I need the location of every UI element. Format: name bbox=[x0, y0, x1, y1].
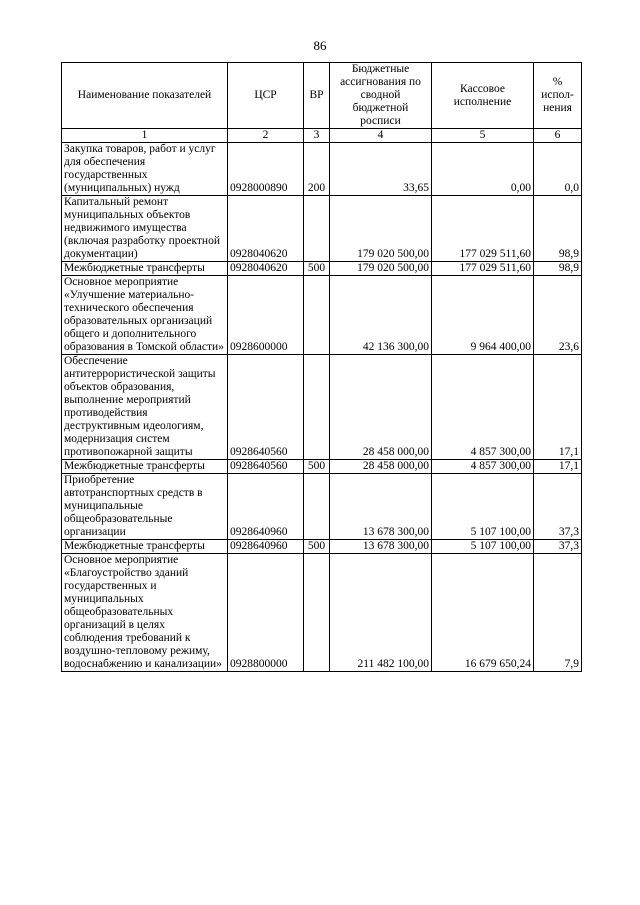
table-row bbox=[62, 355, 582, 460]
row-csr: 0928640560 bbox=[228, 355, 304, 460]
row-name: Межбюджетные трансферты bbox=[62, 460, 228, 474]
row-percent: 98,9 bbox=[534, 262, 582, 276]
row-execution: 16 679 650,24 bbox=[432, 554, 534, 672]
row-name: Капитальный ремонт муниципальных объектов недвижимого имущества (включая разработку проектной документации) bbox=[62, 196, 228, 262]
column-number: 2 bbox=[228, 129, 304, 143]
header-percent: % испол-нения bbox=[534, 63, 582, 129]
row-name: Межбюджетные трансферты bbox=[62, 262, 228, 276]
row-name: Межбюджетные трансферты bbox=[62, 540, 228, 554]
row-percent: 23,6 bbox=[534, 276, 582, 355]
header-vr: ВР bbox=[304, 63, 330, 129]
row-vr: 500 bbox=[304, 460, 330, 474]
row-csr: 0928040620 bbox=[228, 196, 304, 262]
row-percent: 7,9 bbox=[534, 554, 582, 672]
row-execution: 5 107 100,00 bbox=[432, 474, 534, 540]
row-assignments: 33,65 bbox=[330, 143, 432, 196]
table-row bbox=[62, 196, 582, 262]
row-execution: 177 029 511,60 bbox=[432, 262, 534, 276]
row-assignments: 179 020 500,00 bbox=[330, 262, 432, 276]
row-percent: 0,0 bbox=[534, 143, 582, 196]
table-row bbox=[62, 474, 582, 540]
row-csr: 0928040620 bbox=[228, 262, 304, 276]
header-row bbox=[62, 63, 582, 129]
row-vr bbox=[304, 554, 330, 672]
column-number: 4 bbox=[330, 129, 432, 143]
row-assignments: 13 678 300,00 bbox=[330, 474, 432, 540]
row-vr: 200 bbox=[304, 143, 330, 196]
row-percent: 17,1 bbox=[534, 460, 582, 474]
header-execution: Кассовое исполнение bbox=[432, 63, 534, 129]
table-row bbox=[62, 554, 582, 672]
row-percent: 98,9 bbox=[534, 196, 582, 262]
row-vr bbox=[304, 474, 330, 540]
column-number: 1 bbox=[62, 129, 228, 143]
row-execution: 4 857 300,00 bbox=[432, 355, 534, 460]
header-assignments: Бюджетные ассигнования по сводной бюджетной росписи bbox=[330, 63, 432, 129]
row-assignments: 13 678 300,00 bbox=[330, 540, 432, 554]
table-row bbox=[62, 460, 582, 474]
row-csr: 0928000890 bbox=[228, 143, 304, 196]
column-number: 6 bbox=[534, 129, 582, 143]
row-vr bbox=[304, 196, 330, 262]
row-execution: 9 964 400,00 bbox=[432, 276, 534, 355]
row-vr: 500 bbox=[304, 262, 330, 276]
row-assignments: 211 482 100,00 bbox=[330, 554, 432, 672]
row-execution: 5 107 100,00 bbox=[432, 540, 534, 554]
table-row bbox=[62, 540, 582, 554]
row-percent: 37,3 bbox=[534, 474, 582, 540]
column-number-row bbox=[62, 129, 582, 143]
row-percent: 17,1 bbox=[534, 355, 582, 460]
budget-execution-table bbox=[61, 62, 582, 672]
table-row bbox=[62, 262, 582, 276]
row-assignments: 42 136 300,00 bbox=[330, 276, 432, 355]
page-number: 86 bbox=[313, 38, 327, 53]
row-name: Приобретение автотранспортных средств в муниципальные общеобразовательные организации bbox=[62, 474, 228, 540]
row-name: Основное мероприятие «Благоустройство зданий государственных и муниципальных общеобразовательных организаций в целях соблюдения требований к воздушно-тепловому режиму, водоснабжению и канализации» bbox=[62, 554, 228, 672]
row-vr bbox=[304, 355, 330, 460]
row-assignments: 28 458 000,00 bbox=[330, 355, 432, 460]
row-csr: 0928640560 bbox=[228, 460, 304, 474]
row-vr: 500 bbox=[304, 540, 330, 554]
row-assignments: 179 020 500,00 bbox=[330, 196, 432, 262]
row-assignments: 28 458 000,00 bbox=[330, 460, 432, 474]
row-percent: 37,3 bbox=[534, 540, 582, 554]
row-vr bbox=[304, 276, 330, 355]
column-number: 3 bbox=[304, 129, 330, 143]
table-row bbox=[62, 276, 582, 355]
row-execution: 0,00 bbox=[432, 143, 534, 196]
row-name: Закупка товаров, работ и услуг для обеспечения государственных (муниципальных) нужд bbox=[62, 143, 228, 196]
row-execution: 4 857 300,00 bbox=[432, 460, 534, 474]
header-csr: ЦСР bbox=[228, 63, 304, 129]
table-row bbox=[62, 143, 582, 196]
column-number: 5 bbox=[432, 129, 534, 143]
header-name: Наименование показателей bbox=[62, 63, 228, 129]
row-execution: 177 029 511,60 bbox=[432, 196, 534, 262]
row-name: Основное мероприятие «Улучшение материально-технического обеспечения образовательных организаций общего и дополнительного образования в Томской области» bbox=[62, 276, 228, 355]
row-csr: 0928640960 bbox=[228, 540, 304, 554]
row-csr: 0928640960 bbox=[228, 474, 304, 540]
row-csr: 0928800000 bbox=[228, 554, 304, 672]
row-csr: 0928600000 bbox=[228, 276, 304, 355]
row-name: Обеспечение антитеррористической защиты объектов образования, выполнение мероприятий противодействия деструктивным идеологиям, модернизация систем противопожарной защиты bbox=[62, 355, 228, 460]
